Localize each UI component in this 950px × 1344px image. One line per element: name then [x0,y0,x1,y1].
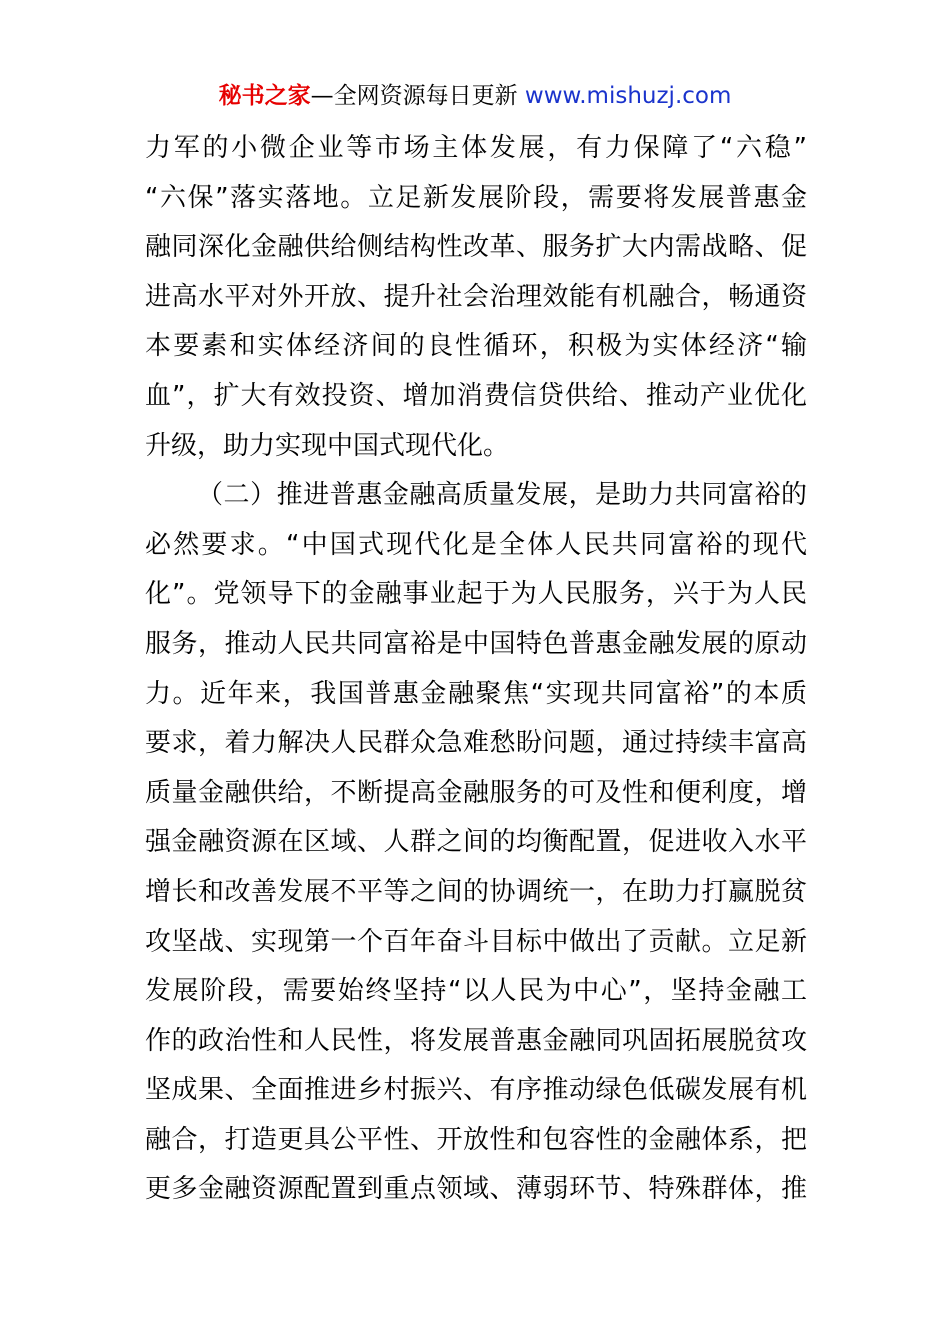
text-line: 力。近年来，我国普惠金融聚焦“实现共同富裕”的本质 [145,678,807,709]
text-line: 发展阶段，需要始终坚持“以人民为中心”，坚持金融工 [145,976,807,1007]
body-text [145,124,807,1215]
site-url[interactable]: www.mishuzj.com [524,83,732,109]
text-line: 化”。党领导下的金融事业起于为人民服务，兴于为人民 [145,579,807,610]
site-tagline: —全网资源每日更新 [310,83,518,109]
text-line: 血”，扩大有效投资、增加消费信贷供给、推动产业优化 [145,380,807,411]
text-line: 强金融资源在区域、人群之间的均衡配置，促进收入水平 [145,827,807,858]
text-line: 进高水平对外开放、提升社会治理效能有机融合，畅通资 [145,281,807,312]
text-line: “六保”落实落地。立足新发展阶段，需要将发展普惠金 [145,182,807,213]
text-line: 融合，打造更具公平性、开放性和包容性的金融体系，把 [145,1124,807,1155]
page-header [0,80,950,112]
text-line: 本要素和实体经济间的良性循环，积极为实体经济“输 [145,331,807,362]
text-line: 更多金融资源配置到重点领域、薄弱环节、特殊群体，推 [145,1174,807,1205]
text-line: 服务，推动人民共同富裕是中国特色普惠金融发展的原动 [145,628,807,659]
text-line: 升级，助力实现中国式现代化。 [145,430,510,461]
text-line: 质量金融供给，不断提高金融服务的可及性和便利度，增 [145,777,807,808]
text-line: 增长和改善发展不平等之间的协调统一，在助力打赢脱贫 [145,876,807,907]
text-line: 要求，着力解决人民群众急难愁盼问题，通过持续丰富高 [145,728,807,759]
text-line: 坚成果、全面推进乡村振兴、有序推动绿色低碳发展有机 [145,1075,807,1106]
text-line: 必然要求。“中国式现代化是全体人民共同富裕的现代 [145,529,807,560]
section-heading-line: （二）推进普惠金融高质量发展，是助力共同富裕的 [197,480,807,511]
site-brand: 秘书之家 [218,83,311,109]
text-line: 融同深化金融供给侧结构性改革、服务扩大内需战略、促 [145,232,807,263]
text-line: 作的政治性和人民性，将发展普惠金融同巩固拓展脱贫攻 [145,1025,807,1056]
text-line: 力军的小微企业等市场主体发展，有力保障了“六稳” [145,133,807,163]
text-line: 攻坚战、实现第一个百年奋斗目标中做出了贡献。立足新 [145,926,807,957]
